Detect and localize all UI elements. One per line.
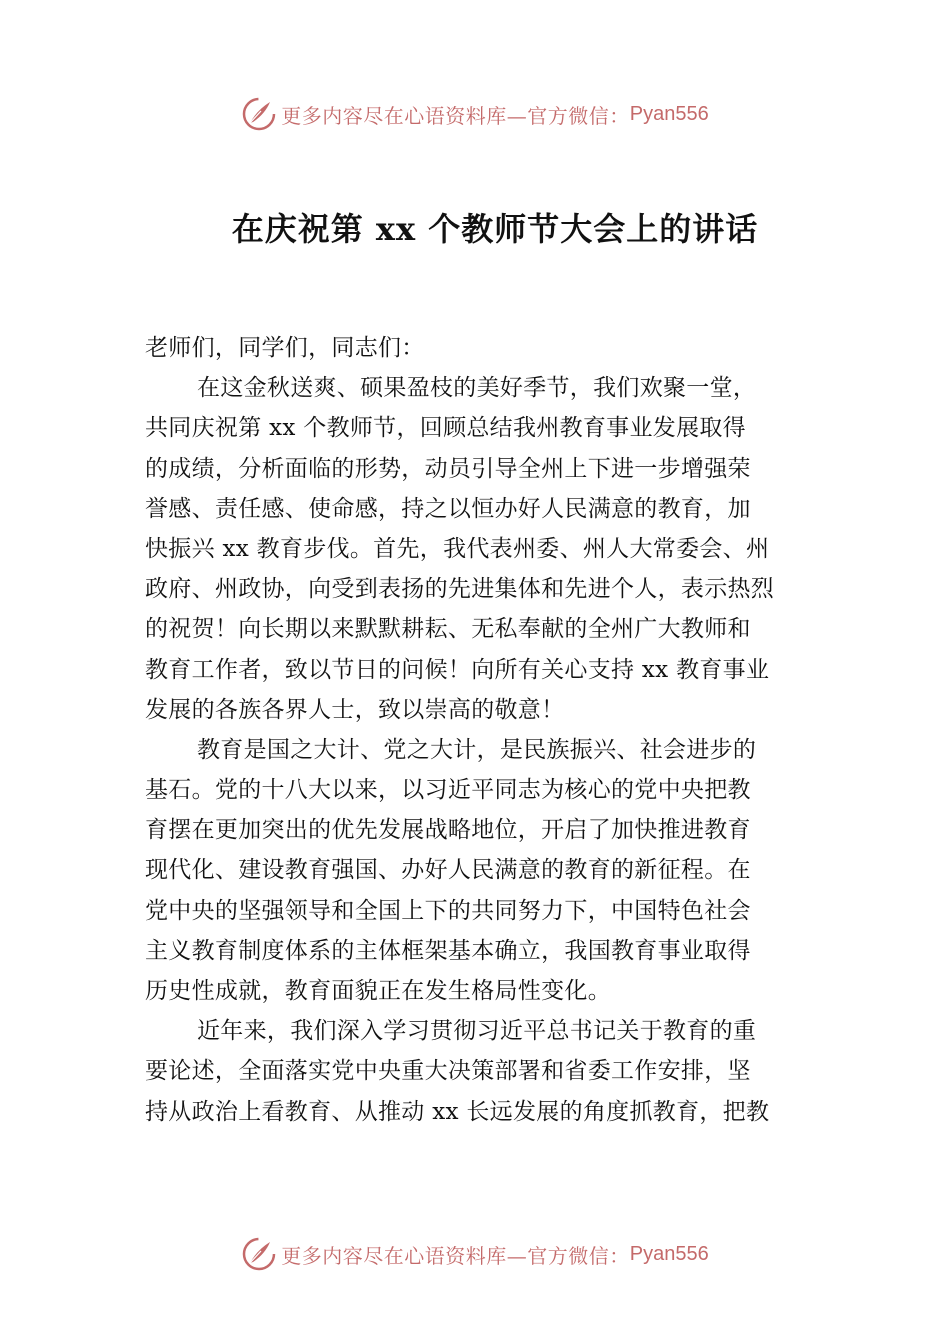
watermark-handle: Pyan556: [629, 1242, 709, 1265]
paragraph-3-line: 持从政治上看教育、从推动 xx 长远发展的角度抓教育，把教: [145, 1098, 770, 1125]
document-body: [145, 328, 825, 1132]
watermark-header: [0, 94, 950, 134]
paragraph-1-line: 快振兴 xx 教育步伐。首先，我代表州委、州人大常委会、州: [145, 535, 770, 562]
greeting: 老师们，同学们，同志们：: [145, 335, 425, 361]
paragraph-2-line: 现代化、建设教育强国、办好人民满意的教育的新征程。在: [145, 857, 751, 884]
watermark-brand: 更多内容尽在心语资料库—官方微信：: [281, 103, 630, 128]
paragraph-2-line: 教育是国之大计、党之大计，是民族振兴、社会进步的: [197, 736, 757, 763]
paragraph-1-line: 的成绩，分析面临的形势，动员引导全州上下进一步增强荣: [145, 455, 751, 482]
watermark-brand: 更多内容尽在心语资料库—官方微信：: [281, 1243, 630, 1268]
quill-logo-icon: [241, 96, 277, 132]
paragraph-3-line: 要论述，全面落实党中央重大决策部署和省委工作安排，坚: [145, 1058, 751, 1085]
watermark-handle: Pyan556: [629, 102, 709, 125]
paragraph-2-line: 主义教育制度体系的主体框架基本确立，我国教育事业取得: [145, 937, 751, 964]
paragraph-1-line: 共同庆祝第 xx 个教师节，回顾总结我州教育事业发展取得: [145, 415, 746, 442]
paragraph-1-line: 政府、州政协，向受到表扬的先进集体和先进个人，表示热烈: [145, 576, 775, 603]
quill-logo-icon: [241, 1236, 277, 1272]
paragraph-1-line: 誉感、责任感、使命感，持之以恒办好人民满意的教育，加: [145, 495, 751, 522]
paragraph-1-line: 发展的各族各界人士，致以崇高的敬意！: [145, 696, 565, 723]
paragraph-2-line: 党中央的坚强领导和全国上下的共同努力下，中国特色社会: [145, 897, 751, 924]
paragraph-1-line: 的祝贺！向长期以来默默耕耘、无私奉献的全州广大教师和: [145, 616, 751, 643]
watermark-footer: [0, 1234, 950, 1274]
document-title: 在庆祝第 xx 个教师节大会上的讲话: [231, 210, 759, 248]
paragraph-1-line: 在这金秋送爽、硕果盈枝的美好季节，我们欢聚一堂，: [197, 375, 757, 402]
paragraph-3-line: 近年来，我们深入学习贯彻习近平总书记关于教育的重: [197, 1018, 757, 1045]
paragraph-2-line: 历史性成就，教育面貌正在发生格局性变化。: [145, 978, 611, 1004]
paragraph-2-line: 基石。党的十八大以来，以习近平同志为核心的党中央把教: [145, 777, 751, 804]
paragraph-1-line: 教育工作者，致以节日的问候！向所有关心支持 xx 教育事业: [145, 656, 770, 683]
paragraph-2-line: 育摆在更加突出的优先发展战略地位，开启了加快推进教育: [145, 817, 751, 844]
